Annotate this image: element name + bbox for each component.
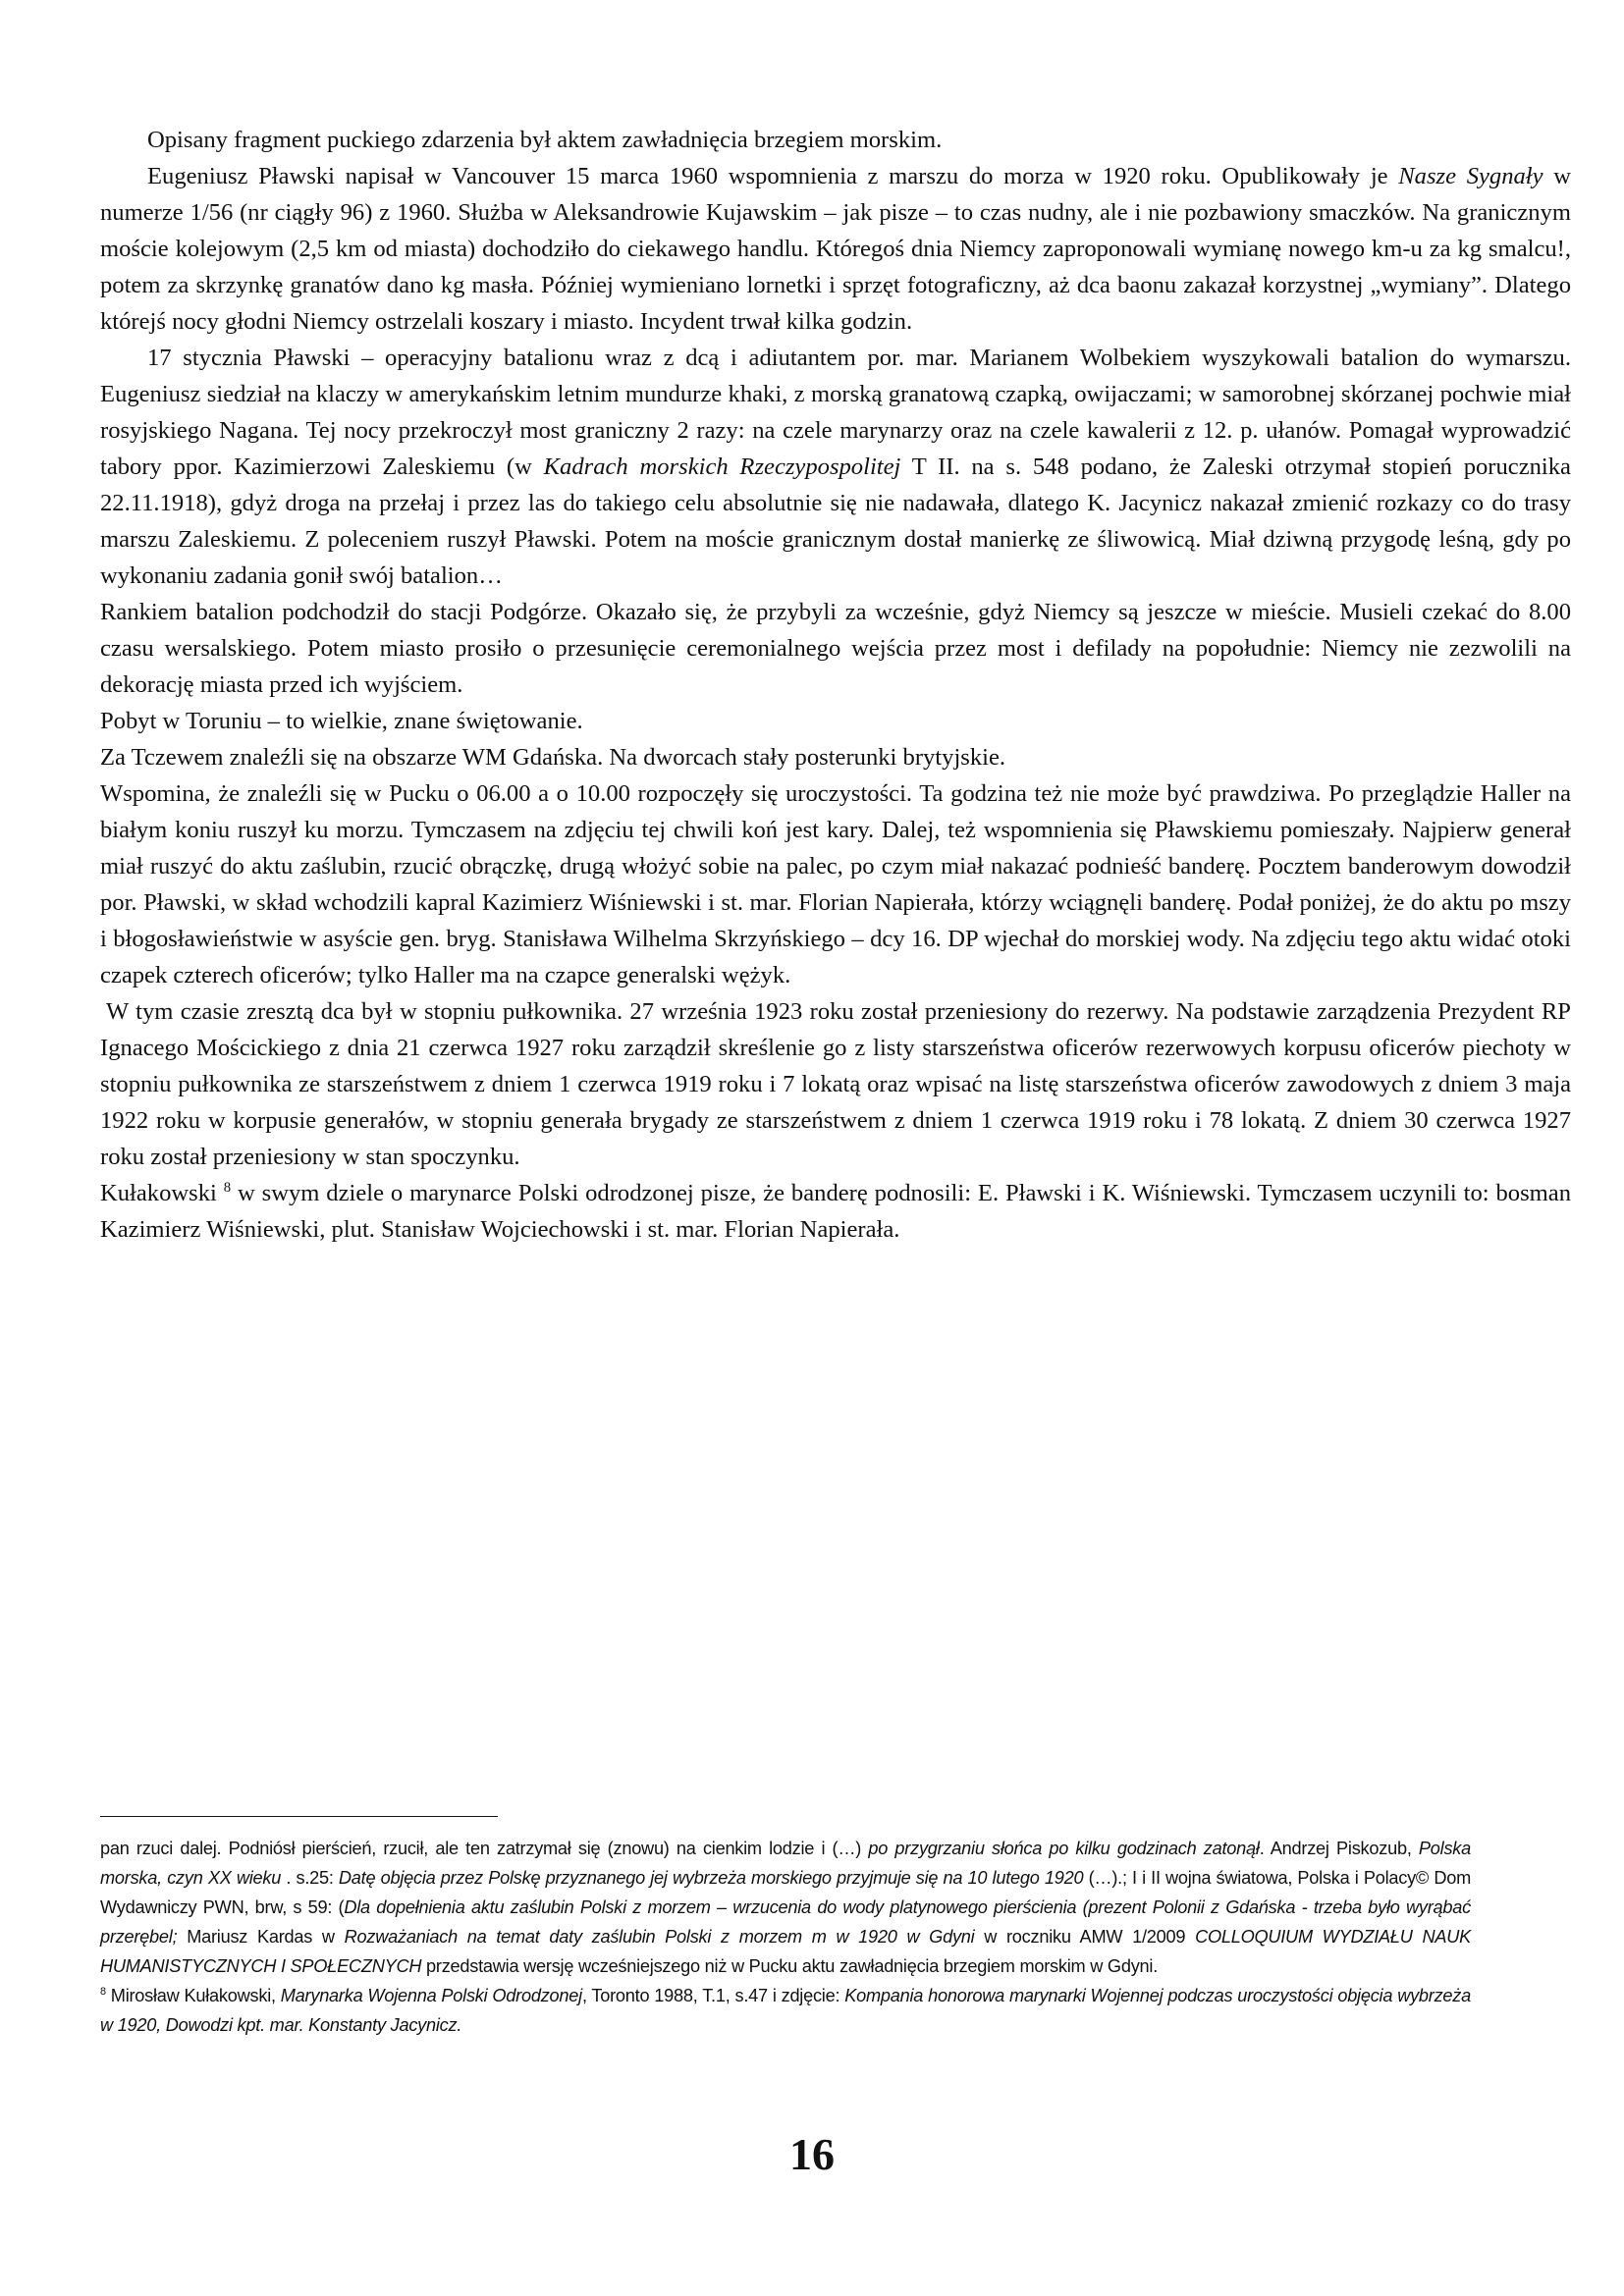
publication-title: Rozważaniach na temat daty zaślubin Polski z morzem m w 1920 w Gdyni <box>344 1927 975 1947</box>
text: Mariusz Kardas w <box>177 1927 345 1947</box>
publication-title: Polska morska, czyn XX wieku <box>100 1839 1472 1888</box>
footnote-separator <box>100 1816 498 1817</box>
paragraph: Rankiem batalion podchodził do stacji Podgórze. Okazało się, że przybyli za wcześnie, gdyż Niemcy są jeszcze w mieście. Musieli czekać do 8.00 czasu wersalskiego. Potem miasto prosiło o przesunięcie ceremonialnego wejścia przez most i defilady na popołudnie: Niemcy nie zezwolili na dekorację miasta przed ich wyjściem. <box>100 599 1571 698</box>
page-number: 16 <box>789 2129 835 2179</box>
text: (…).; I i II wojna światowa, Polska i Polacy© Dom Wydawniczy PWN, brw, s 59: ( <box>100 1868 1471 1917</box>
text: Eugeniusz Pławski napisał w Vancouver 15 marca 1960 wspomnienia z marszu do morza w 1920 roku. Opublikowały je <box>147 163 1399 189</box>
text: , Toronto 1988, T.1, s.47 i zdjęcie: <box>581 1986 845 2005</box>
quote: Dla dopełnienia aktu zaślubin Polski z morzem – wrzucenia do wody platynowego pierścienia (prezent Polonii z Gdańska - trzeba było wyrąbać przerębel; <box>100 1897 1471 1947</box>
footnote-8 <box>100 1981 1471 2040</box>
publication-title: Nasze Sygnały <box>1398 163 1543 189</box>
text: 17 stycznia Pławski – operacyjny batalionu wraz z dcą i adiutantem por. mar. Marianem Wolbekiem wyszykowali batalion do wymarszu. Eugeniusz siedział na klaczy w amerykańskim letnim mundurze khaki, z morską granatową czapką, owijaczami; w samorobnej skórzanej pochwie miał rosyjskiego Nagana. Tej nocy przekroczył most graniczny 2 razy: na czele marynarzy oraz na czele kawalerii z 12. p. ułanów. Pomagał wyprowadzić tabory ppor. Kazimierzowi Zaleskiemu (w <box>100 345 1571 480</box>
paragraph <box>100 340 1571 594</box>
text: w roczniku AMW 1/2009 <box>974 1927 1196 1947</box>
text: . Andrzej Piskozub, <box>1259 1839 1419 1858</box>
text: T II. na s. 548 podano, że Zaleski otrzymał stopień porucznika 22.11.1918), gdyż droga na przełaj i przez las do takiego celu absolutnie się nie nadawała, dlatego K. Jacynicz nakazał zmienić rozkazy co do trasy marszu Zaleskiemu. Z poleceniem ruszył Pławski. Potem na moście granicznym dostał manierkę ze śliwowicą. Miał dziwną przygodę leśną, gdy po wykonaniu zadania gonił swój batalion… <box>100 454 1571 589</box>
main-body <box>100 122 1571 1248</box>
quote: Datę objęcia przez Polskę przyznanego jej wybrzeża morskiego przyjmuje się na 10 lutego 1920 <box>338 1868 1084 1888</box>
text: w numerze 1/56 (nr ciągły 96) z 1960. Służba w Aleksandrowie Kujawskim – jak pisze – to czas nudny, ale i nie pozbawiony smaczków. Na granicznym moście kolejowym (2,5 km od miasta) dochodziło do ciekawego handlu. Któregoś dnia Niemcy zaproponowali wymianę nowego km-u za kg smalcu!, potem za skrzynkę granatów dano kg masła. Później wymieniano lornetki i sprzęt fotograficzny, aż dca baonu zakazał korzystnej „wymiany”. Dlatego którejś nocy głodni Niemcy ostrzelali koszary i miasto. Incydent trwał kilka godzin. <box>100 163 1571 335</box>
photo-caption: Kompania honorowa marynarki Wojennej podczas uroczystości objęcia wybrzeża w 1920, Dowodzi kpt. mar. Konstanty Jacynicz. <box>100 1986 1472 2035</box>
paragraph <box>100 1175 1571 1248</box>
publication-title: COLLOQUIUM WYDZIAŁU NAUK HUMANISTYCZNYCH I SPOŁECZNYCH <box>100 1927 1472 1976</box>
footnote-reference[interactable]: 8 <box>223 1179 232 1196</box>
paragraph: W tym czasie zresztą dca był w stopniu pułkownika. 27 września 1923 roku został przeniesiony do rezerwy. Na podstawie zarządzenia Prezydent RP Ignacego Mościckiego z dnia 21 czerwca 1927 roku zarządził skreślenie go z listy starszeństwa oficerów rezerwowych korpusu oficerów piechoty w stopniu pułkownika ze starszeństwem z dniem 1 czerwca 1919 roku i 7 lokatą oraz wpisać na listę starszeństwa oficerów zawodowych z dniem 3 maja 1922 roku w korpusie generałów, w stopniu generała brygady ze starszeństwem z dniem 1 czerwca 1919 roku i 78 lokatą. Z dniem 30 czerwca 1927 roku został przeniesiony w stan spoczynku. <box>100 998 1571 1170</box>
text: Mirosław Kułakowski, <box>105 1986 281 2005</box>
footnote-number: 8 <box>100 1985 106 1998</box>
text: pan rzuci dalej. Podniósł pierścień, rzucił, ale ten zatrzymał się (znowu) na cienkim lodzie i (…) <box>100 1839 869 1858</box>
text: w swym dziele o marynarce Polski odrodzonej pisze, że banderę podnosili: E. Pławski i K. Wiśniewski. Tymczasem uczynili to: bosman Kazimierz Wiśniewski, plut. Stanisław Wojciechowski i st. mar. Florian Napierała. <box>100 1180 1571 1243</box>
text: . s.25: <box>281 1868 339 1888</box>
footnotes <box>100 1834 1471 2040</box>
publication-title: Kadrach morskich Rzeczypospolitej <box>543 454 901 480</box>
footnote-continuation <box>100 1834 1471 1981</box>
paragraph: Pobyt w Toruniu – to wielkie, znane świętowanie. <box>100 708 583 734</box>
quote: po przygrzaniu słońca po kilku godzinach zatonął <box>868 1839 1260 1858</box>
paragraph: Wspomina, że znaleźli się w Pucku o 06.00 a o 10.00 rozpoczęły się uroczystości. Ta godzina też nie może być prawdziwa. Po przeglądzie Haller na białym koniu ruszył ku morzu. Tymczasem na zdjęciu tej chwili koń jest kary. Dalej, też wspomnienia się Pławskiemu pomieszały. Najpierw generał miał ruszyć do aktu zaślubin, rzucić obrączkę, drugą włożyć sobie na palec, po czym miał nakazać podnieść banderę. Pocztem banderowym dowodził por. Pławski, w skład wchodzili kapral Kazimierz Wiśniewski i st. mar. Florian Napierała, którzy wciągnęli banderę. Podał poniżej, że do aktu po mszy i błogosławieństwie w asyście gen. bryg. Stanisława Wilhelma Skrzyńskiego – dcy 16. DP wjechał do morskiej wody. Na zdjęciu tego aktu widać otoki czapek czterech oficerów; tylko Haller ma na czapce generalski wężyk. <box>100 780 1571 988</box>
paragraph: Opisany fragment puckiego zdarzenia był aktem zawładnięcia brzegiem morskim. <box>147 127 943 153</box>
publication-title: Marynarka Wojenna Polski Odrodzonej <box>280 1986 582 2005</box>
text: Kułakowski <box>100 1180 224 1206</box>
paragraph <box>100 158 1571 340</box>
paragraph: Za Tczewem znaleźli się na obszarze WM Gdańska. Na dworcach stały posterunki brytyjskie. <box>100 744 1006 771</box>
text: przedstawia wersję wcześniejszego niż w Pucku aktu zawładnięcia brzegiem morskim w Gdyni. <box>421 1956 1158 1976</box>
